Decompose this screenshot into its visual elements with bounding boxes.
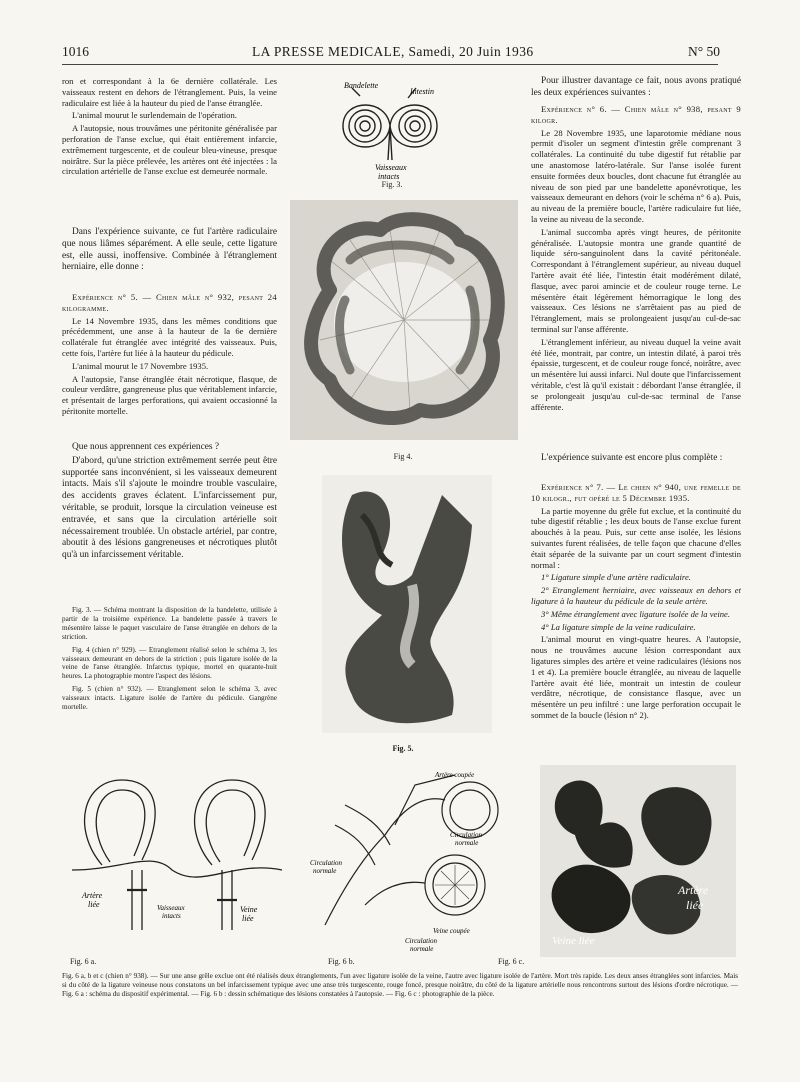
fig3-label-bandelette: Bandelette bbox=[344, 81, 379, 90]
experiment-title: Expérience n° 7. — Le chien n° 940, une femelle de 10 kilogr., fut opéré le 5 Décembre 1935. bbox=[531, 482, 741, 503]
specimen-photo-icon bbox=[540, 765, 736, 957]
fig4-label: Fig 4. bbox=[393, 452, 413, 461]
fig6a-label-liee: liée bbox=[88, 900, 100, 909]
intestine-photo-icon bbox=[290, 200, 518, 440]
paragraph: L'animal mourut en vingt-quatre heures. A l'autopsie, nous ne trouvâmes aucune lésion correspondant aux ligatures simples des artère et veine radiculaires (lésions nos 1 et 4). La première boucle étranglée, au niveau de laquelle l'artère avait été liée, montrait un intestin de couleur verdâtre, nécrotique, de consistance flasque, avec un mésentère un peu infiltré : une large perforation occupait le sommet de la boucle (lésion n° 2). bbox=[531, 634, 741, 720]
fig6b-schematic bbox=[305, 765, 520, 955]
fig3-label: Fig. 3. bbox=[381, 180, 403, 189]
paragraph: Pour illustrer davantage ce fait, nous avons pratiqué les deux expériences suivantes : bbox=[531, 76, 741, 98]
page-number: 1016 bbox=[62, 44, 89, 59]
list-item: 3° Même étranglement avec ligature isolée de la veine. bbox=[541, 608, 731, 619]
fig6a-label-veine: Veine bbox=[240, 905, 258, 914]
fig6a-label-liee-veine: liée bbox=[242, 914, 254, 923]
fig6a-schematic bbox=[62, 770, 292, 940]
left-column-3 bbox=[62, 292, 277, 419]
right-column-4 bbox=[531, 482, 741, 723]
fig3-schematic bbox=[330, 78, 450, 188]
fig6b-label-veine-coupee: Veine coupée bbox=[433, 927, 470, 935]
experiment-title: Expérience n° 5. — Chien mâle n° 932, pesant 24 kilogramme. bbox=[62, 292, 277, 313]
paragraph: A l'autopsie, l'anse étranglée était nécrotique, flasque, de couleur verdâtre, gangreneuse plus que véritablement infarcie, et présentait de larges perforations, qui avaient occasionné la péritonite mortelle. bbox=[62, 373, 277, 416]
left-column-2 bbox=[62, 227, 277, 276]
caption-fig6: Fig. 6 a, b et c (chien n° 938). — Sur une anse grêle exclue ont été réalisés deux étranglements, l'un avec ligature isolée de la veine, l'autre avec ligature isolée de l'artère. Mort très rapide. Les deux anses étranglées sont infarcies. Mais si du côté de la ligature veineuse nous constatons un bel infarcissement typique avec une anse très turgescente, rouge foncé, presque noirâtre, du côté de la ligature artérielle nous rencontrons surtout des lésions d'ordre nécrotique. — Fig. 6 a : schéma du dispositif expérimental. — Fig. 6 b : dessin schématique des lésions constatées à l'autopsie. — Fig. 6 c : photographie de la pièce. bbox=[62, 972, 738, 998]
paragraph: Dans l'expérience suivante, ce fut l'artère radiculaire que nous liâmes séparément. A elle seule, cette ligature est, elle aussi, inoffensive. Combinée à l'étranglement herniaire, elle donne : bbox=[62, 227, 277, 273]
fig3-label-intestin: Intestin bbox=[410, 87, 434, 96]
fig6a-label-artere: Artère bbox=[82, 891, 103, 900]
caption-fig5: Fig. 5 (chien n° 932). — Etranglement selon le schéma 3, avec vaisseaux intacts. Ligature isolée de l'artère du pédicule. Gangrène mortelle. bbox=[62, 685, 277, 712]
fig6b-label-circ1: Circulation bbox=[450, 831, 483, 839]
fig5-label: Fig. 5. bbox=[392, 744, 414, 753]
list-item: 1° Ligature simple d'une artère radiculaire. bbox=[541, 572, 691, 583]
left-column bbox=[62, 76, 277, 179]
list-item: 4° La ligature simple de la veine radiculaire. bbox=[541, 621, 696, 632]
right-column-1 bbox=[531, 76, 741, 102]
paragraph: L'expérience suivante est encore plus complète : bbox=[541, 453, 723, 463]
paragraph: Le 14 Novembre 1935, dans les mêmes conditions que précédemment, une anse à la hauteur de la 6e dernière collatérale fut étranglée avec intégrité des vaisseaux. Puis, cette fois, l'artère fut liée à la hauteur du pédicule. bbox=[62, 315, 277, 358]
necrotic-loop-photo-icon bbox=[322, 475, 492, 733]
left-column-4 bbox=[62, 442, 277, 564]
list-item: 2° Etranglement herniaire, avec vaisseaux en dehors et ligature à la hauteur du pédicule de la seule artère. bbox=[531, 585, 741, 606]
paragraph: L'animal succomba après vingt heures, de péritonite généralisée. L'autopsie montra une grande quantité de liquide séro-sanguinolent dans la cavité péritonéale. Correspondant à l'étranglement supérieur, au niveau duquel l'artère avait été liée, l'intestin était modérément dilaté, flasque, avec paroi amincie et de couleur rouge terne. Le mésentère était légèrement hémorragique le long des vaisseaux. Ces lésions ne s'arrêtaient pas au pied de l'étranglement, mais se prolongeaient jusqu'au cul-de-sac terminal sur l'anse afférente. bbox=[531, 226, 741, 334]
fig6a-label-intacts: intacts bbox=[162, 912, 181, 920]
paragraph: La partie moyenne du grêle fut exclue, et la continuité du tube digestif rétablie ; les deux bouts de l'anse exclue furent abouchés à la peau. Puis, sur cette anse isolée, les lésions suivantes furent réalisées, de telle façon que chacune d'elles était séparée de la suivante par un court segment d'intestin normal : bbox=[531, 505, 741, 570]
caption-fig3: Fig. 3. — Schéma montrant la disposition de la bandelette, utilisée à partir de la troisième expérience. La bandelette passée à travers le mésentère laisse le paquet vasculaire de l'anse étranglée en dehors de la striction. bbox=[62, 606, 277, 641]
issue-number: N° 50 bbox=[688, 44, 721, 59]
fig6c-label: Fig. 6 c. bbox=[498, 957, 525, 966]
fig6b-label-circ3: Circulation bbox=[405, 937, 438, 945]
fig6b-label: Fig. 6 b. bbox=[328, 957, 355, 966]
fig6a-label-vaisseaux: Vaisseaux bbox=[157, 904, 185, 912]
caption-fig4: Fig. 4 (chien n° 929). — Etranglement réalisé selon le schéma 3, les vaisseaux demeurant en dehors de la striction ; puis ligature isolée de la veine de l'anse étranglée. Infarctus typique, mortel en quarante-huit heures. La photographie montre l'aspect des lésions. bbox=[62, 645, 277, 681]
fig6c-label-liee: liée bbox=[686, 898, 704, 912]
paragraph: ron et correspondant à la 6e dernière collatérale. Les vaisseaux restent en dehors de l'étranglement. Puis, la veine radiculaire est liée à la hauteur du pied de l'anse étranglée. bbox=[62, 76, 277, 108]
fig3-label-vaisseaux: Vaisseaux bbox=[375, 163, 407, 172]
fig6-caption bbox=[62, 972, 738, 1001]
paragraph: L'étranglement inférieur, au niveau duquel la veine avait été liée, montrait, par contre, un intestin dilaté, à paroi très épaissie, turgescent, et de couleur rouge foncé, noirâtre, avec un mésentère lui aussi infarci. Nul doute que l'infarcissement véritable, c'est là qu'il existait : débordant l'anse étranglée, il se prolongeait jusqu'au cul-de-sac terminal de l'anse afférente. bbox=[531, 336, 741, 412]
fig6c-label-artere: Artère bbox=[678, 883, 709, 897]
fig4-photo bbox=[290, 200, 518, 440]
fig6a-label: Fig. 6 a. bbox=[70, 957, 97, 966]
paragraph: L'animal mourut le 17 Novembre 1935. bbox=[72, 360, 209, 371]
paragraph: A l'autopsie, nous trouvâmes une péritonite généralisée par perforation de l'anse exclue, qui était entièrement infarcie, extrêmement turgescente, et de couleur bleu-vineuse, presque noirâtre. Sur la pièce prélevée, les artères ont été injectées : la circulation artérielle de l'anse exclue est demeurée normale. bbox=[62, 123, 277, 177]
fig6b-label-circ2: Circulation bbox=[310, 859, 343, 867]
paragraph: Le 28 Novembre 1935, une laparotomie médiane nous permit d'isoler un segment d'intestin grêle comprenant 3 collatérales. La continuité du tube digestif fut rétablie par une anastomose latéro-latérale. Sur l'anse isolée furent ensuite formées deux boucles, dont chacune fut étranglée au niveau de son pied par une bandelette aponévrotique, les vaisseaux demeurant en dehors (voir le schéma n° 6 a). Puis, au niveau de la première boucle, l'artère radiculaire fut liée, la veine au niveau de la seconde. bbox=[531, 127, 741, 224]
fig5-photo bbox=[322, 475, 492, 733]
header-rule bbox=[62, 64, 718, 65]
fig6b-label-artere-coupee: Artère coupée bbox=[435, 771, 475, 779]
fig6b-label-norm1: normale bbox=[455, 839, 479, 847]
fig6c-label-veine-liee: Veine liée bbox=[552, 935, 595, 947]
question: Que nous apprennent ces expériences ? bbox=[72, 442, 220, 452]
page-header bbox=[0, 44, 800, 66]
paragraph: L'animal mourut le surlendemain de l'opération. bbox=[72, 110, 237, 121]
paragraph: D'abord, qu'une striction extrêmement serrée peut être supportée sans inconvénient, si les vaisseaux demeurent intacts. Mais s'il s'ajoute le moindre trouble vasculaire, des accidents graves éclatent. L'infarcissement pur, véritable, se produit, lorsque la circulation veineuse est entravée, et sans que la circulation artérielle soit nécessairement troublée. Un obstacle artériel, par contre, aboutit à des lésions gangreneuses et nécrotiques plutôt qu'à un infarcissement véritable. bbox=[62, 455, 277, 561]
right-column-3 bbox=[531, 453, 741, 467]
fig3-label-intacts: intacts bbox=[378, 172, 400, 181]
fig6b-label-norm3: normale bbox=[410, 945, 434, 953]
right-column-2 bbox=[531, 104, 741, 414]
journal-title: LA PRESSE MEDICALE, Samedi, 20 Juin 1936 bbox=[252, 44, 534, 59]
fig6c-photo bbox=[540, 765, 736, 957]
experiment-title: Expérience n° 6. — Chien mâle n° 938, pesant 9 kilogr. bbox=[531, 104, 741, 125]
fig6b-label-norm2: normale bbox=[313, 867, 337, 875]
left-captions bbox=[62, 606, 277, 714]
